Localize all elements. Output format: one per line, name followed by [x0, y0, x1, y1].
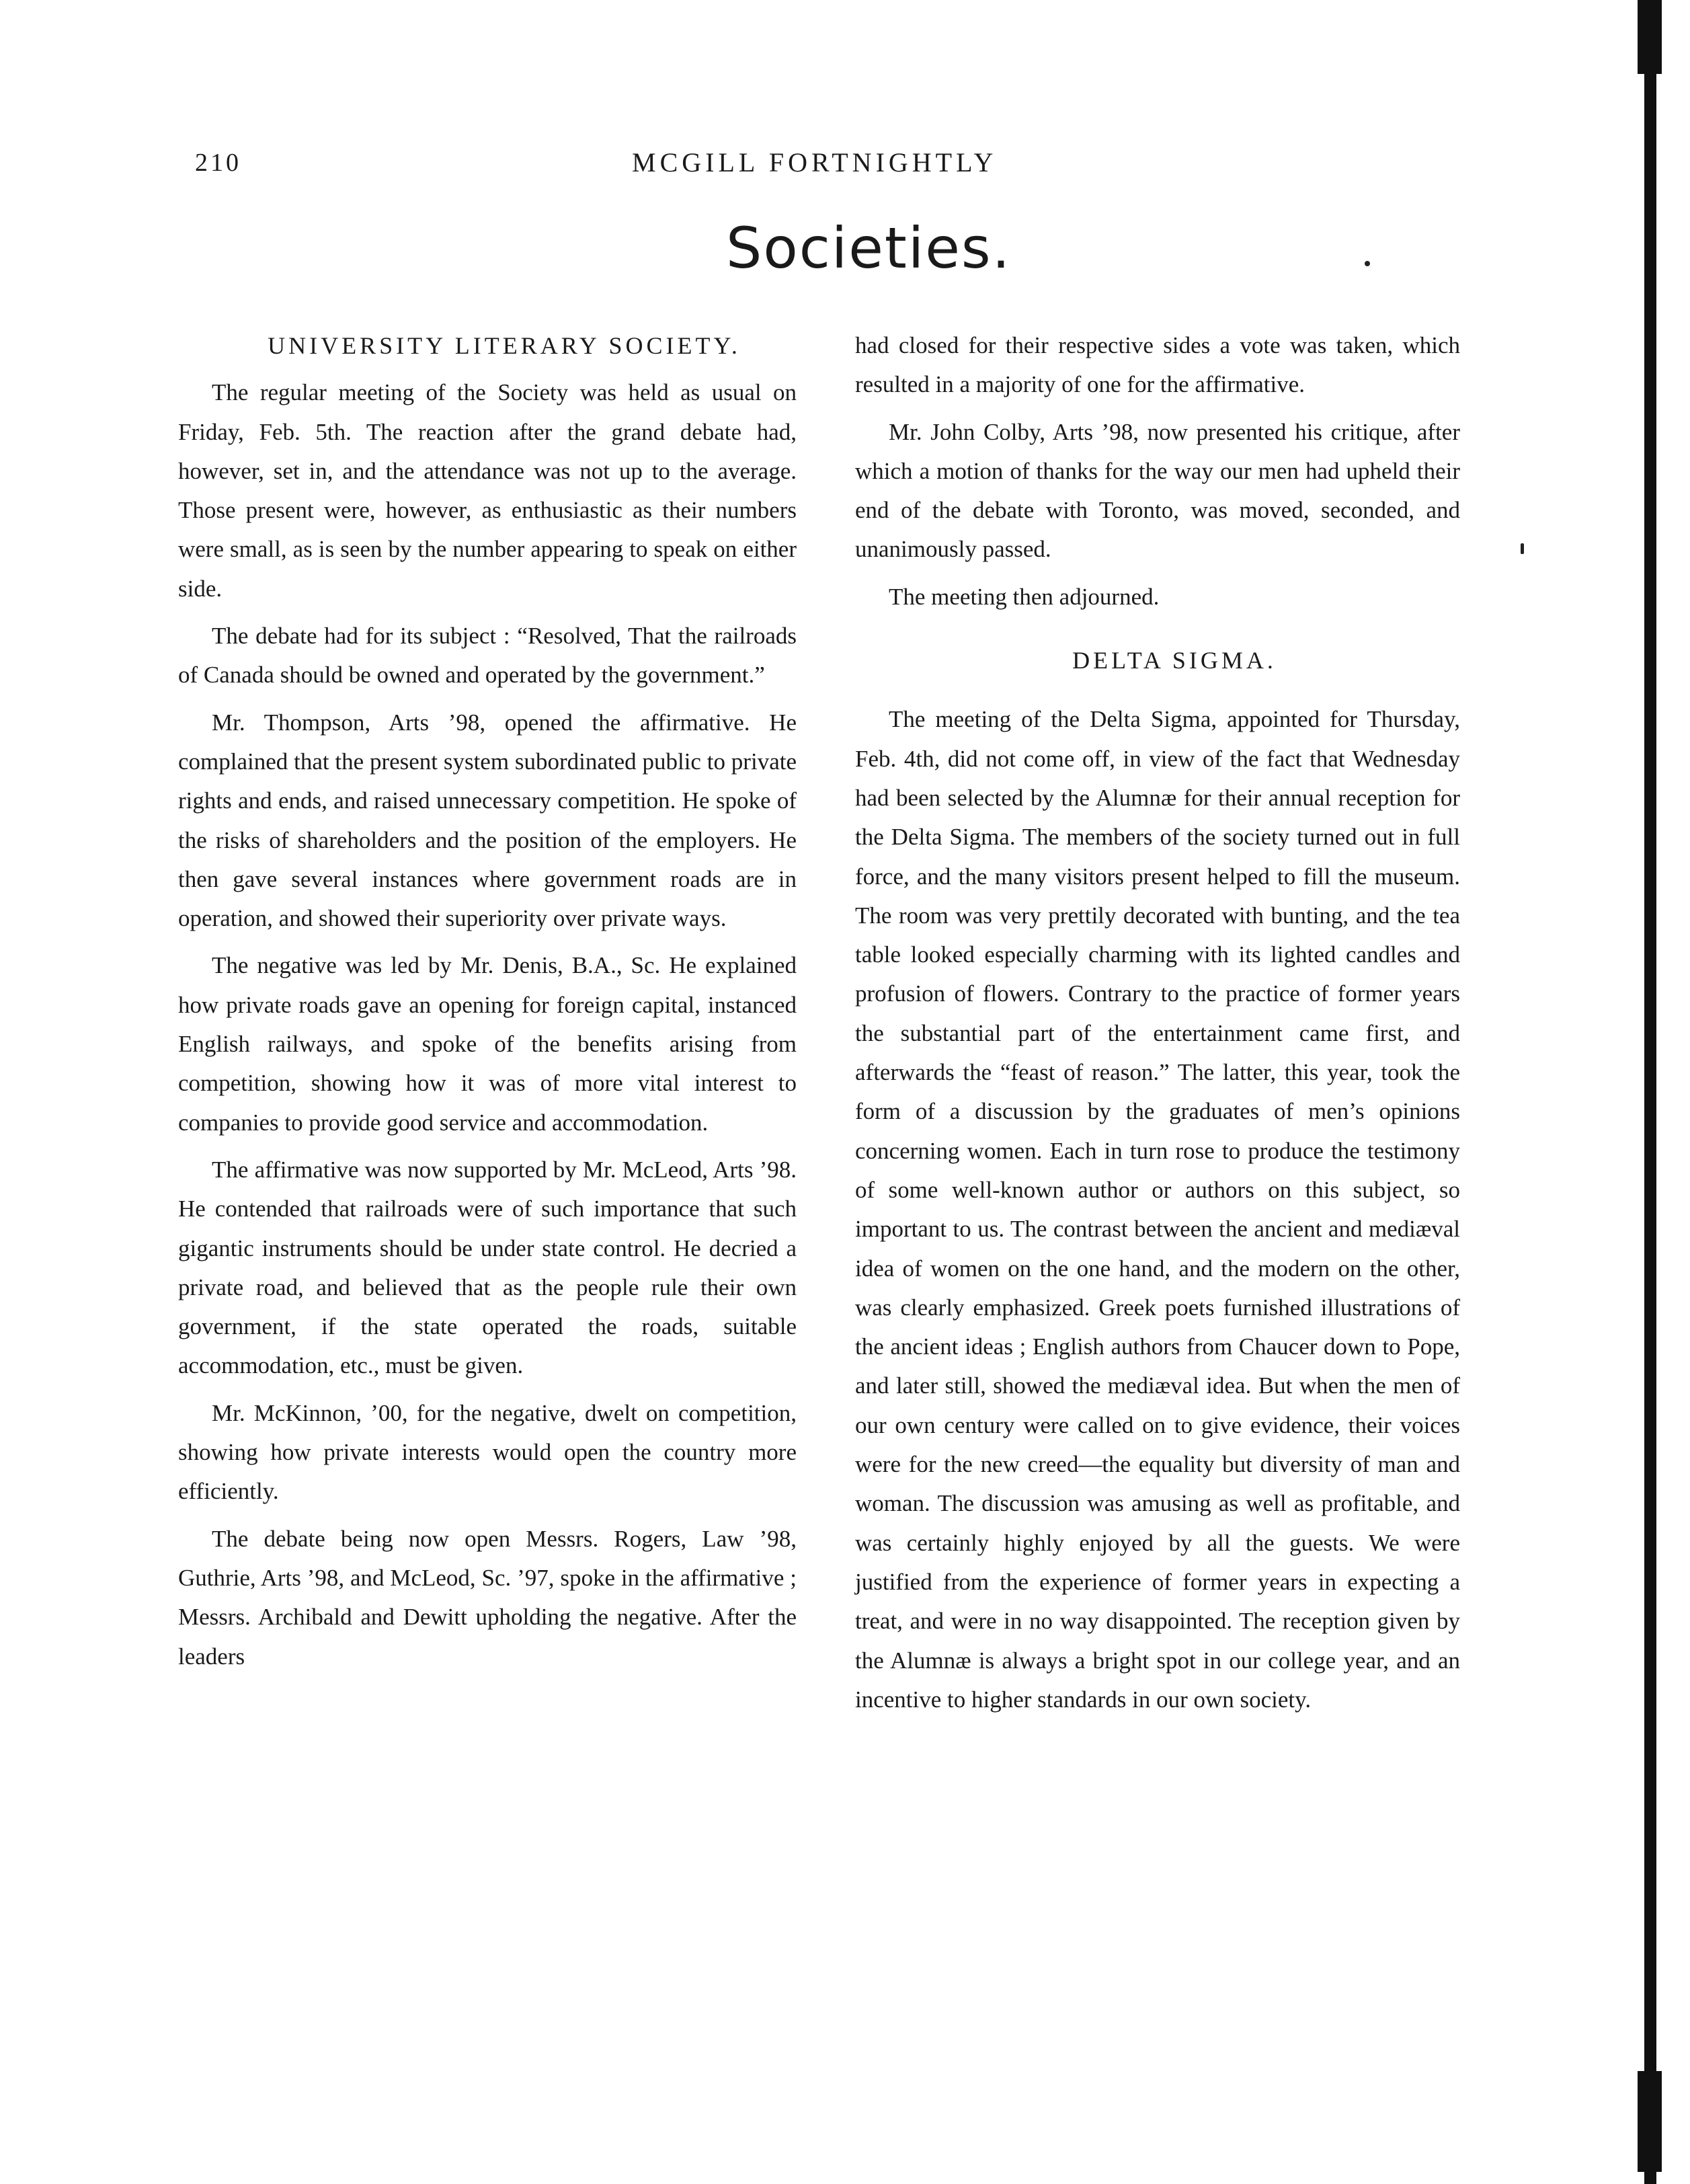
ink-speck [1521, 543, 1524, 554]
running-head: MCGILL FORTNIGHTLY [632, 147, 998, 178]
ink-speck [1365, 261, 1370, 266]
scan-edge-bar [1644, 0, 1656, 2184]
paragraph: Mr. John Colby, Arts ’98, now presented his critique, after which a motion of thanks for the way our men had upheld their end of the debate with Toronto, was moved, seconded, and unanimously passed. [855, 418, 1460, 563]
paragraph-continuation: had closed for their respective sides a vote was taken, which resulted in a majority of one for the affirmative. [855, 332, 1460, 398]
paragraph: Mr. Thompson, Arts ’98, opened the affirmative. He complained that the present system subordinated public to private rights and ends, and raised unnecessary competition. He spoke of the risks of shareholders and the position of the employers. He then gave several instances where government roads are in operation, and showed their superiority over private ways. [178, 709, 797, 932]
page-number: 210 [195, 149, 241, 177]
delta-sigma-heading: DELTA SIGMA. [1072, 647, 1277, 674]
left-column [178, 326, 797, 1684]
scan-edge-mark [1638, 2071, 1662, 2172]
paragraph: The meeting then adjourned. [889, 583, 1160, 610]
paragraph: The negative was led by Mr. Denis, B.A., Sc. He explained how private roads gave an opening for foreign capital, instanced English railways, and spoke of the benefits arising from competition, showing how it was of more vital interest to companies to provide good service and accommodation. [178, 952, 797, 1136]
paragraph: The debate being now open Messrs. Rogers, Law ’98, Guthrie, Arts ’98, and McLeod, Sc. ’97, spoke in the affirmative ; Messrs. Archibald and Dewitt upholding the negative. After the leaders [178, 1525, 797, 1670]
section-title: Societies. [726, 215, 1012, 281]
paragraph: The affirmative was now supported by Mr. McLeod, Arts ’98. He contended that railroads were of such importance that such gigantic instruments should be under state control. He decried a private road, and believed that as the people rule their own government, if the state operated the roads, suitable accommodation, etc., must be given. [178, 1156, 797, 1379]
paragraph: The regular meeting of the Society was held as usual on Friday, Feb. 5th. The reaction after the grand debate had, however, set in, and the attendance was not up to the average. Those present were, however, as enthusiastic as their numbers were small, as is seen by the number appearing to speak on either side. [178, 379, 797, 602]
university-literary-society-heading: UNIVERSITY LITERARY SOCIETY. [268, 332, 741, 359]
scan-edge-mark [1638, 0, 1662, 74]
paragraph: The debate had for its subject : “Resolved, That the railroads of Canada should be owned and operated by the government.” [178, 623, 797, 689]
paragraph: Mr. McKinnon, ’00, for the negative, dwelt on competition, showing how private interests would open the country more efficiently. [178, 1399, 797, 1505]
right-column [855, 326, 1460, 1727]
paragraph: The meeting of the Delta Sigma, appointed for Thursday, Feb. 4th, did not come off, in view of the fact that Wednesday had been selected by the Alumnæ for their annual reception for the Delta Sigma. The members of the society turned out in full force, and the many visitors present helped to fill the museum. The room was very prettily decorated with bunting, and the tea table looked especially charming with its lighted candles and profusion of flowers. Contrary to the practice of former years the substantial part of the entertainment came first, and afterwards the “feast of reason.” The latter, this year, took the form of a discussion by the graduates of men’s opinions concerning women. Each in turn rose to produce the testimony of some well-known author or authors on this subject, so important to us. The contrast between the ancient and mediæval idea of women on the one hand, and the modern on the other, was clearly emphasized. Greek poets furnished illustrations of the ancient ideas ; English authors from Chaucer down to Pope, and later still, showed the mediæval idea. But when the men of our own century were called on to give evidence, their voices were for the new creed—the equality but diversity of man and woman. The discussion was amusing as well as profitable, and was certainly highly enjoyed by all the guests. We were justified from the experience of former years in expecting a treat, and were in no way disappointed. The reception given by the Alumnæ is always a bright spot in our college year, and an incentive to higher standards in our own society. [855, 706, 1460, 1713]
